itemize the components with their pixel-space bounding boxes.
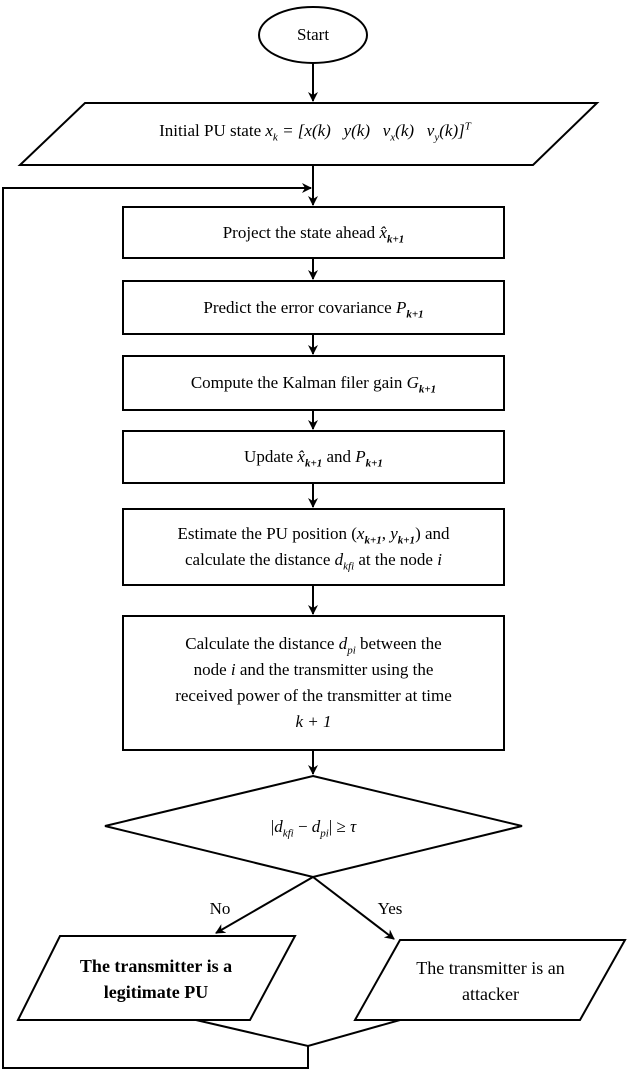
math: T bbox=[464, 120, 471, 133]
step-text: Update bbox=[244, 447, 298, 466]
math: kfi bbox=[282, 826, 294, 839]
math: P bbox=[395, 297, 407, 317]
math: y bbox=[434, 131, 440, 144]
step-text: ) and bbox=[415, 524, 450, 543]
math: pi bbox=[320, 826, 329, 839]
math: x bbox=[265, 121, 273, 140]
math: x̂ bbox=[379, 222, 387, 242]
math: G bbox=[406, 373, 419, 392]
math: τ bbox=[350, 816, 357, 836]
step-text: Compute the Kalman filer gain bbox=[190, 373, 407, 392]
step3-label bbox=[123, 356, 504, 410]
math: | bbox=[270, 816, 275, 836]
step-text: Project the state ahead bbox=[222, 222, 380, 242]
step-text: received power of the transmitter at time bbox=[175, 686, 452, 705]
yes-label: Yes bbox=[377, 899, 403, 918]
math: i bbox=[230, 660, 236, 679]
math: P bbox=[355, 447, 366, 466]
no-label: No bbox=[209, 899, 231, 918]
step-text: and bbox=[322, 447, 356, 466]
step-text: calculate the distance bbox=[185, 550, 335, 569]
math: = [x(k) y(k) v bbox=[277, 121, 391, 140]
step-text: Estimate the PU position ( bbox=[177, 524, 357, 543]
math: x bbox=[356, 524, 365, 543]
step-text: node bbox=[193, 660, 231, 679]
math: | ≥ bbox=[328, 816, 351, 836]
step-text: and the transmitter using the bbox=[235, 660, 434, 679]
math: k+1 bbox=[418, 383, 437, 396]
math: k bbox=[272, 131, 278, 144]
out-text: The transmitter is a bbox=[79, 956, 233, 976]
out-text: attacker bbox=[462, 984, 519, 1004]
step2-label bbox=[123, 281, 504, 334]
step-text: between the bbox=[355, 634, 442, 653]
decision-label bbox=[105, 776, 522, 877]
step-text: , bbox=[381, 524, 391, 543]
out-no-label bbox=[40, 940, 272, 1018]
math: − bbox=[293, 816, 312, 836]
start-label: Start bbox=[296, 25, 330, 44]
step5-label bbox=[123, 509, 504, 585]
math: (k) v bbox=[395, 121, 435, 140]
math: x̂ bbox=[297, 447, 305, 466]
step-text: Predict the error covariance bbox=[203, 297, 396, 317]
math: d bbox=[274, 816, 283, 836]
math: pi bbox=[347, 644, 356, 657]
init-label bbox=[60, 103, 570, 159]
out-text: The transmitter is an bbox=[416, 958, 565, 978]
math: k+1 bbox=[397, 534, 416, 547]
step-text: at the node bbox=[354, 550, 438, 569]
math: k + 1 bbox=[295, 712, 332, 731]
math: k+1 bbox=[304, 457, 323, 470]
out-text: legitimate PU bbox=[103, 982, 209, 1002]
math: d bbox=[334, 550, 344, 569]
math: x bbox=[390, 131, 396, 144]
math: d bbox=[338, 634, 348, 653]
step6-label bbox=[123, 616, 504, 750]
math: kfi bbox=[343, 560, 355, 573]
math: i bbox=[437, 550, 442, 569]
math: (k)] bbox=[439, 121, 465, 140]
math: d bbox=[311, 816, 321, 836]
out-yes-label bbox=[378, 942, 603, 1020]
merge-line bbox=[196, 1020, 400, 1046]
math: y bbox=[390, 524, 398, 543]
step1-label bbox=[123, 207, 504, 258]
math: k+1 bbox=[365, 457, 383, 470]
step-text: Calculate the distance bbox=[185, 634, 339, 653]
init-text: Initial PU state bbox=[159, 121, 262, 140]
math: k+1 bbox=[406, 307, 424, 320]
math: k+1 bbox=[386, 232, 405, 245]
step4-label bbox=[123, 431, 504, 483]
math: k+1 bbox=[364, 534, 382, 547]
